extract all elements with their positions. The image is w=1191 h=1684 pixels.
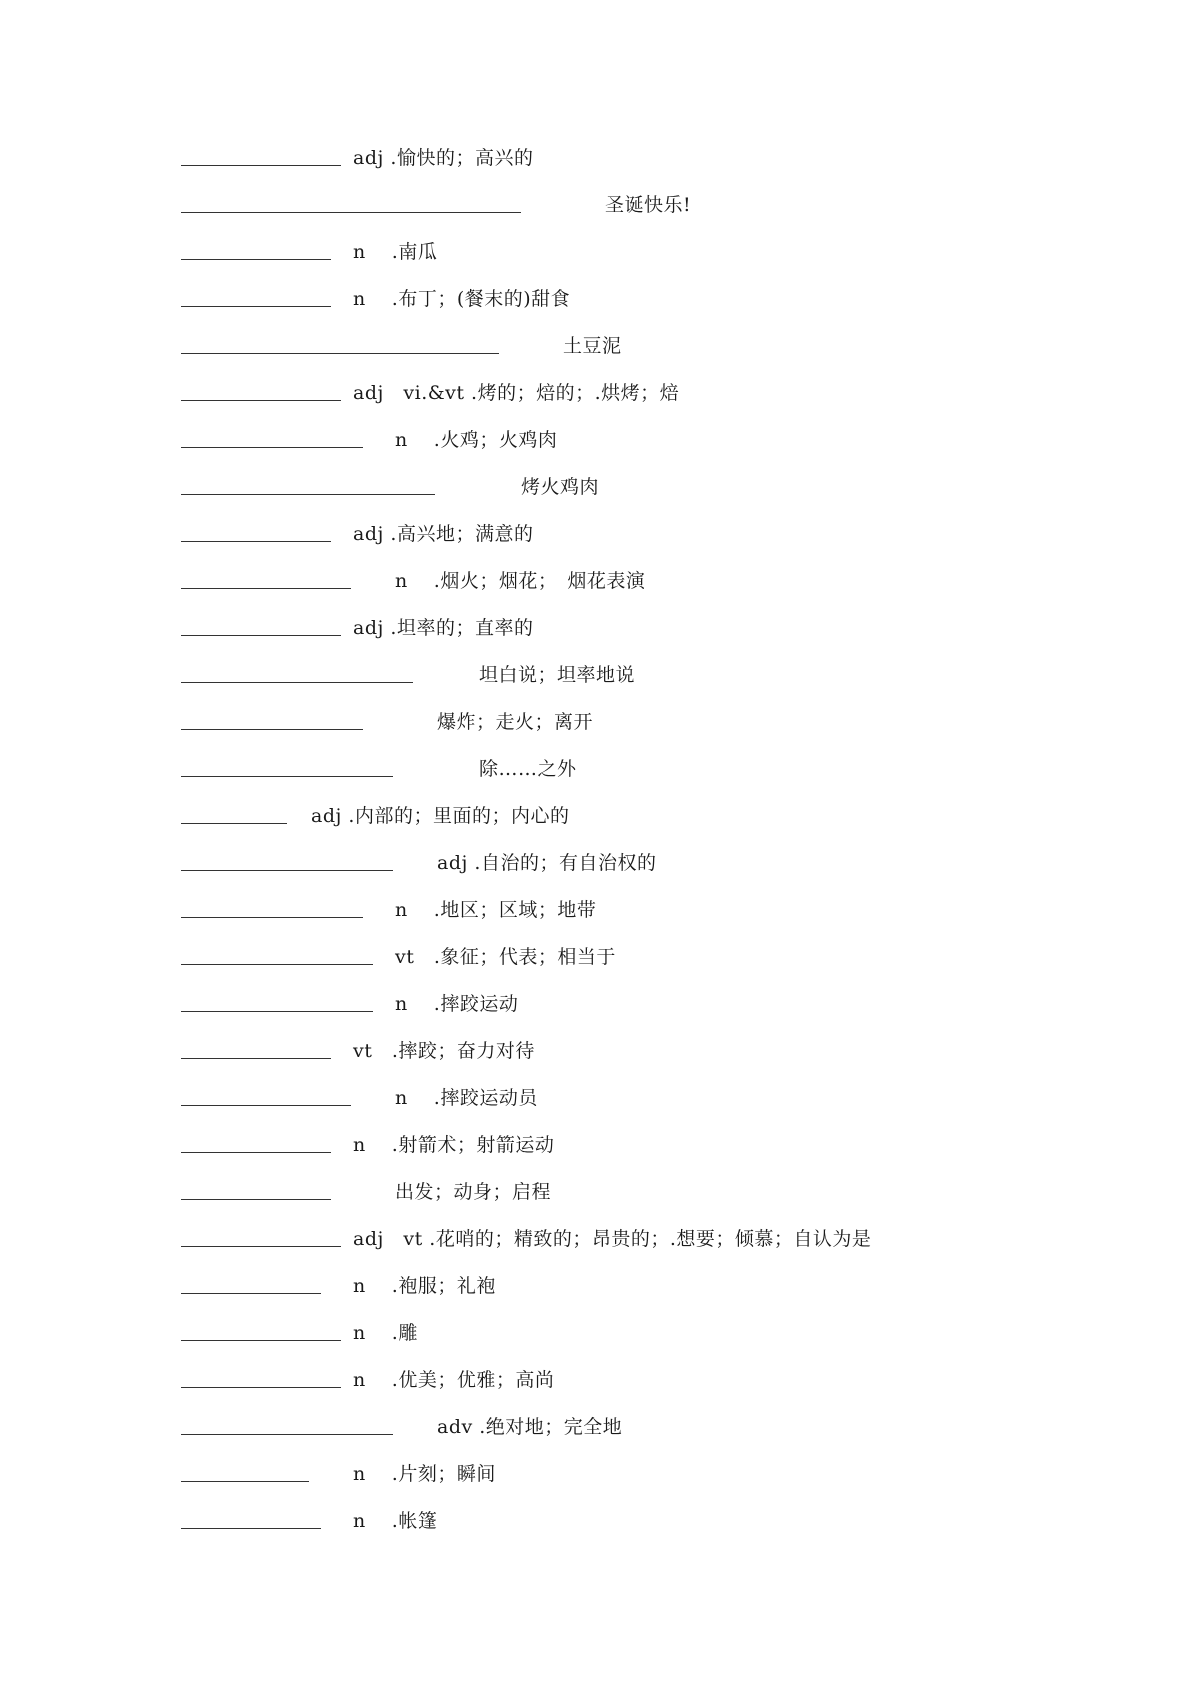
- vocab-row-14: [181, 754, 1081, 784]
- definition-text: n .帐篷: [353, 1510, 438, 1532]
- definition-text: adj .自治的；有自治权的: [437, 852, 657, 874]
- vocab-row-12: [181, 660, 1081, 690]
- answer-blank: [181, 1011, 373, 1012]
- vocab-row-6: [181, 378, 1081, 408]
- vocab-row-27: [181, 1365, 1081, 1395]
- definition-text: 除……之外: [479, 758, 577, 780]
- vocab-row-24: [181, 1224, 1081, 1254]
- answer-blank: [181, 447, 363, 448]
- vocab-row-11: [181, 613, 1081, 643]
- answer-blank: [181, 494, 435, 495]
- definition-text: 烤火鸡肉: [521, 476, 600, 498]
- vocab-row-5: [181, 331, 1081, 361]
- definition-text: 出发；动身；启程: [395, 1181, 552, 1203]
- vocab-row-29: [181, 1459, 1081, 1489]
- definition-text: n .雕: [353, 1322, 418, 1344]
- definition-text: adj vi.&vt .烤的；焙的；.烘烤；焙: [353, 382, 680, 404]
- definition-text: vt .摔跤；奋力对待: [353, 1040, 535, 1062]
- vocab-row-25: [181, 1271, 1081, 1301]
- answer-blank: [181, 870, 393, 871]
- definition-text: n .袍服；礼袍: [353, 1275, 496, 1297]
- definition-text: n .火鸡；火鸡肉: [395, 429, 558, 451]
- definition-text: n .片刻；瞬间: [353, 1463, 496, 1485]
- vocab-row-1: [181, 143, 1081, 173]
- vocab-row-22: [181, 1130, 1081, 1160]
- answer-blank: [181, 917, 363, 918]
- answer-blank: [181, 165, 341, 166]
- definition-text: n .烟火；烟花； 烟花表演: [395, 570, 646, 592]
- answer-blank: [181, 964, 373, 965]
- answer-blank: [181, 1246, 341, 1247]
- definition-text: n .优美；优雅；高尚: [353, 1369, 555, 1391]
- definition-text: n .摔跤运动: [395, 993, 519, 1015]
- vocab-row-23: [181, 1177, 1081, 1207]
- answer-blank: [181, 729, 363, 730]
- answer-blank: [181, 259, 331, 260]
- answer-blank: [181, 306, 331, 307]
- definition-text: adj .愉快的；高兴的: [353, 147, 534, 169]
- definition-text: n .布丁；(餐末的)甜食: [353, 288, 571, 310]
- vocab-row-9: [181, 519, 1081, 549]
- answer-blank: [181, 212, 521, 213]
- definition-text: n .南瓜: [353, 241, 438, 263]
- definition-text: 坦白说；坦率地说: [479, 664, 636, 686]
- vocab-row-18: [181, 942, 1081, 972]
- vocab-row-13: [181, 707, 1081, 737]
- definition-text: adj vt .花哨的；精致的；昂贵的；.想要；倾慕；自认为是: [353, 1228, 872, 1250]
- answer-blank: [181, 1105, 351, 1106]
- vocab-row-8: [181, 472, 1081, 502]
- vocab-row-30: [181, 1506, 1081, 1536]
- definition-text: 爆炸；走火；离开: [437, 711, 594, 733]
- answer-blank: [181, 1152, 331, 1153]
- vocab-row-2: [181, 190, 1081, 220]
- answer-blank: [181, 588, 351, 589]
- vocab-row-28: [181, 1412, 1081, 1442]
- vocab-row-19: [181, 989, 1081, 1019]
- answer-blank: [181, 353, 499, 354]
- definition-text: n .地区；区域；地带: [395, 899, 597, 921]
- definition-text: adj .内部的；里面的；内心的: [311, 805, 570, 827]
- answer-blank: [181, 823, 287, 824]
- vocab-row-16: [181, 848, 1081, 878]
- definition-text: 圣诞快乐!: [605, 194, 692, 216]
- answer-blank: [181, 1528, 321, 1529]
- vocab-row-21: [181, 1083, 1081, 1113]
- definition-text: n .摔跤运动员: [395, 1087, 538, 1109]
- answer-blank: [181, 1058, 331, 1059]
- answer-blank: [181, 776, 393, 777]
- vocab-row-4: [181, 284, 1081, 314]
- definition-text: adv .绝对地；完全地: [437, 1416, 623, 1438]
- answer-blank: [181, 1340, 341, 1341]
- definition-text: n .射箭术；射箭运动: [353, 1134, 555, 1156]
- definition-text: vt .象征；代表；相当于: [395, 946, 616, 968]
- vocab-row-17: [181, 895, 1081, 925]
- answer-blank: [181, 1199, 331, 1200]
- answer-blank: [181, 635, 341, 636]
- vocab-row-26: [181, 1318, 1081, 1348]
- definition-text: adj .高兴地；满意的: [353, 523, 534, 545]
- vocab-row-3: [181, 237, 1081, 267]
- vocab-row-15: [181, 801, 1081, 831]
- vocab-row-7: [181, 425, 1081, 455]
- definition-text: 土豆泥: [563, 335, 622, 357]
- answer-blank: [181, 400, 341, 401]
- vocab-row-10: [181, 566, 1081, 596]
- answer-blank: [181, 1387, 341, 1388]
- answer-blank: [181, 682, 413, 683]
- answer-blank: [181, 1434, 393, 1435]
- answer-blank: [181, 541, 331, 542]
- definition-text: adj .坦率的；直率的: [353, 617, 534, 639]
- answer-blank: [181, 1293, 321, 1294]
- vocab-row-20: [181, 1036, 1081, 1066]
- answer-blank: [181, 1481, 309, 1482]
